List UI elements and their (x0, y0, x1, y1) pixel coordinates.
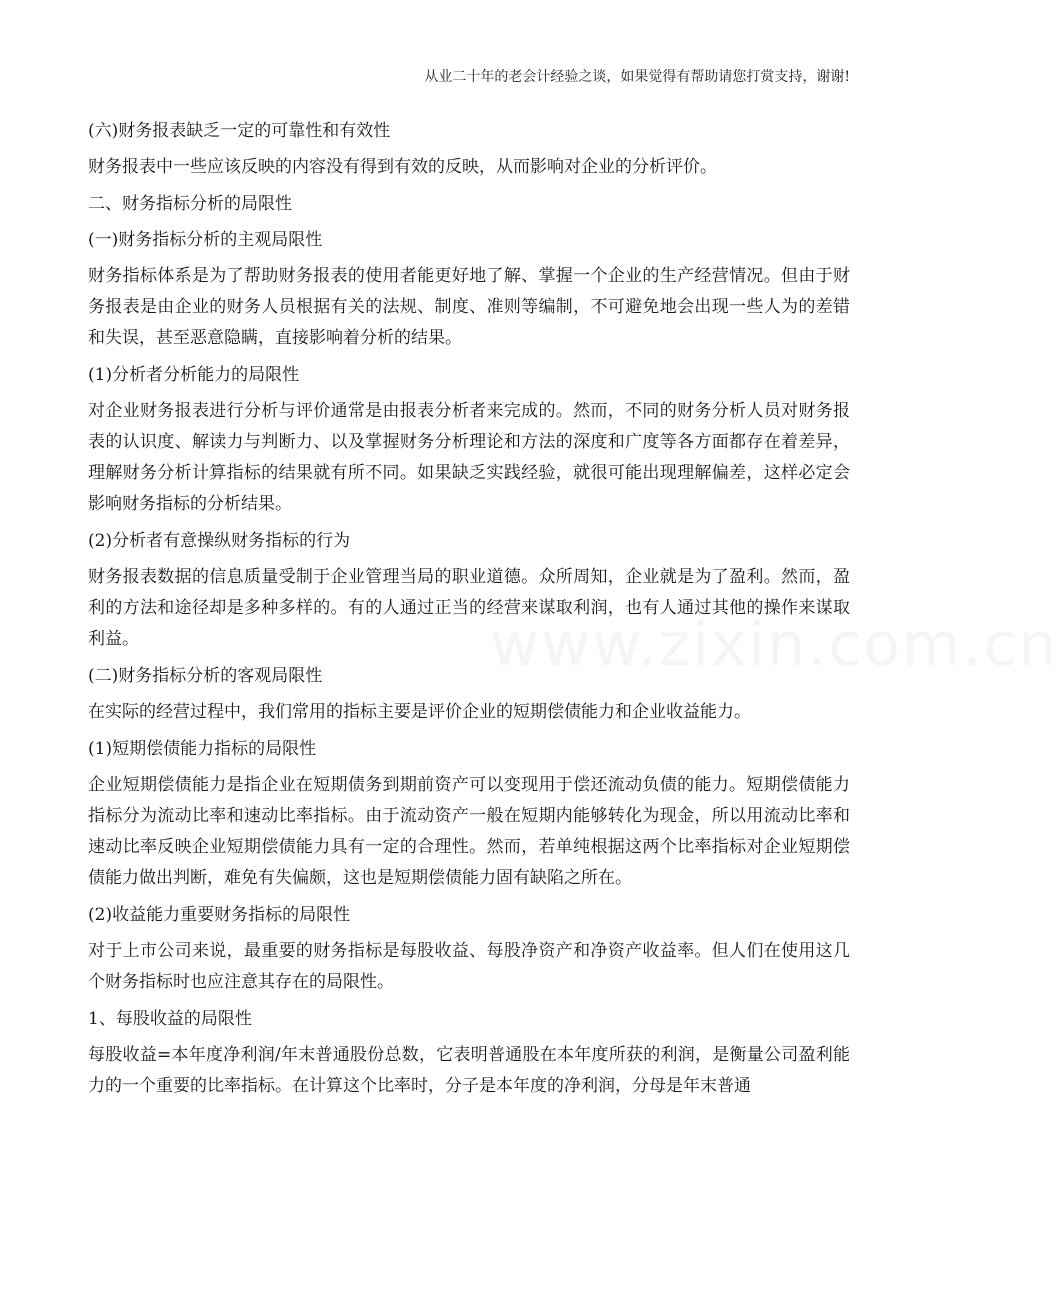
section-heading: (六)财务报表缺乏一定的可靠性和有效性 (88, 121, 391, 141)
paragraph: 对于上市公司来说，最重要的财务指标是每股收益、每股净资产和净资产收益率。但人们在使用这几个财务指标时也应注意其存在的局限性。 (88, 941, 850, 992)
paragraph: 每股收益=本年度净利润/年末普通股份总数，它表明普通股在本年度所获的利润，是衡量公司盈利能力的一个重要的比率指标。在计算这个比率时，分子是本年度的净利润，分母是年末普通 (88, 1045, 850, 1096)
section-heading: (1)分析者分析能力的局限性 (88, 365, 300, 385)
watermark: www.zixin.com.cn (490, 610, 1058, 680)
document-body (88, 116, 850, 1108)
paragraph: 财务指标体系是为了帮助财务报表的使用者能更好地了解、掌握一个企业的生产经营情况。但由于财务报表是由企业的财务人员根据有关的法规、制度、准则等编制，不可避免地会出现一些人为的差错和失误，甚至恶意隐瞒，直接影响着分析的结果。 (88, 266, 850, 348)
section-heading: 二、财务指标分析的局限性 (88, 194, 292, 214)
section-heading: 1、每股收益的局限性 (88, 1009, 252, 1029)
paragraph: 财务报表数据的信息质量受制于企业管理当局的职业道德。众所周知，企业就是为了盈利。然而，盈利的方法和途径却是多种多样的。有的人通过正当的经营来谋取利润，也有人通过其他的操作来谋取利益。 (88, 567, 850, 649)
header-note: 从业二十年的老会计经验之谈，如果觉得有帮助请您打赏支持，谢谢! (424, 69, 850, 85)
paragraph: 对企业财务报表进行分析与评价通常是由报表分析者来完成的。然而，不同的财务分析人员对财务报表的认识度、解读力与判断力、以及掌握财务分析理论和方法的深度和广度等各方面都存在着差异，理解财务分析计算指标的结果就有所不同。如果缺乏实践经验，就很可能出现理解偏差，这样必定会影响财务指标的分析结果。 (88, 401, 850, 514)
section-heading: (2)分析者有意操纵财务指标的行为 (88, 531, 351, 551)
section-heading: (一)财务指标分析的主观局限性 (88, 230, 323, 250)
paragraph: 财务报表中一些应该反映的内容没有得到有效的反映，从而影响对企业的分析评价。 (88, 157, 717, 177)
paragraph: 在实际的经营过程中，我们常用的指标主要是评价企业的短期偿债能力和企业收益能力。 (88, 702, 751, 722)
section-heading: (二)财务指标分析的客观局限性 (88, 666, 323, 686)
section-heading: (2)收益能力重要财务指标的局限性 (88, 905, 351, 925)
section-heading: (1)短期偿债能力指标的局限性 (88, 739, 317, 759)
paragraph: 企业短期偿债能力是指企业在短期债务到期前资产可以变现用于偿还流动负债的能力。短期偿债能力指标分为流动比率和速动比率指标。由于流动资产一般在短期内能够转化为现金，所以用流动比率和速动比率反映企业短期偿债能力具有一定的合理性。然而，若单纯根据这两个比率指标对企业短期偿债能力做出判断，难免有失偏颇，这也是短期偿债能力固有缺陷之所在。 (88, 775, 850, 888)
